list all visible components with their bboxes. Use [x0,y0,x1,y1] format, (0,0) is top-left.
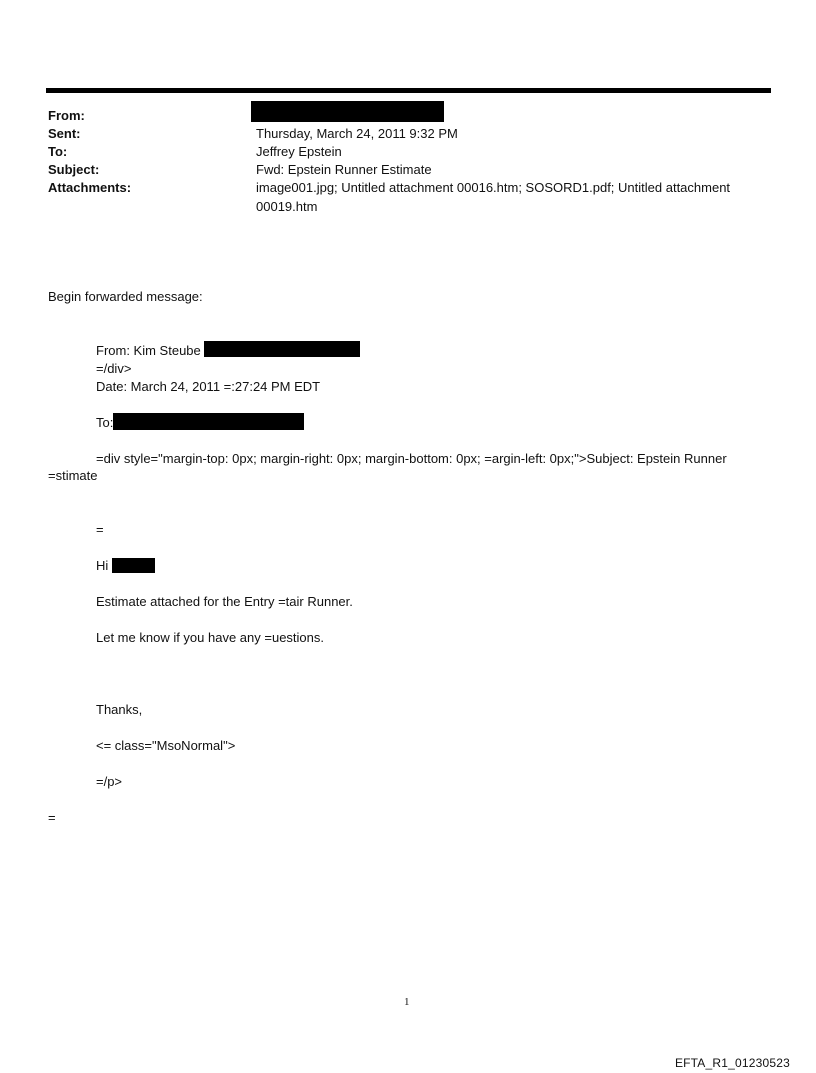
attachments-value-line1: image001.jpg; Untitled attachment 00016.htm; SOSORD1.pdf; Untitled attachment [256,180,731,195]
equals-line-1: = [96,522,104,537]
mso-normal-line: <= class="MsoNormal"> [96,738,236,753]
fwd-to-line: To: [96,415,114,430]
from-value-redaction [251,101,444,122]
attachments-label: Attachments: [48,180,132,195]
begin-forwarded-text: Begin forwarded message: [48,289,203,304]
subject-label: Subject: [48,162,100,177]
greeting-line: Hi [96,558,109,573]
p-close-line: =/p> [96,774,123,789]
header-rule [46,88,771,93]
fwd-div-close: =/div> [96,361,132,376]
sent-value: Thursday, March 24, 2011 9:32 PM [256,126,458,141]
attachments-value-line2: 00019.htm [256,199,318,214]
thanks-line: Thanks, [96,702,143,717]
fwd-to-redaction [113,413,304,430]
sent-label: Sent: [48,126,81,141]
fwd-from-redaction [204,341,360,357]
to-label: To: [48,144,68,159]
document-id: EFTA_R1_01230523 [674,1056,790,1070]
from-label: From: [48,108,85,123]
fwd-from-line: From: Kim Steube [96,343,201,358]
page-number: 1 [404,996,410,1008]
estimate-line: Estimate attached for the Entry =tair Runner. [96,594,353,609]
subject-value: Fwd: Epstein Runner Estimate [256,162,432,177]
fwd-subject-line2: =stimate [48,468,98,483]
fwd-date-line: Date: March 24, 2011 =:27:24 PM EDT [96,379,321,394]
equals-line-2: = [48,810,56,825]
fwd-subject-line1: =div style="margin-top: 0px; margin-right: 0px; margin-bottom: 0px; =argin-left: 0px;">Subject: Epstein Runner [96,451,727,466]
questions-line: Let me know if you have any =uestions. [96,630,324,645]
to-value: Jeffrey Epstein [256,144,342,159]
greeting-redaction [112,558,155,573]
